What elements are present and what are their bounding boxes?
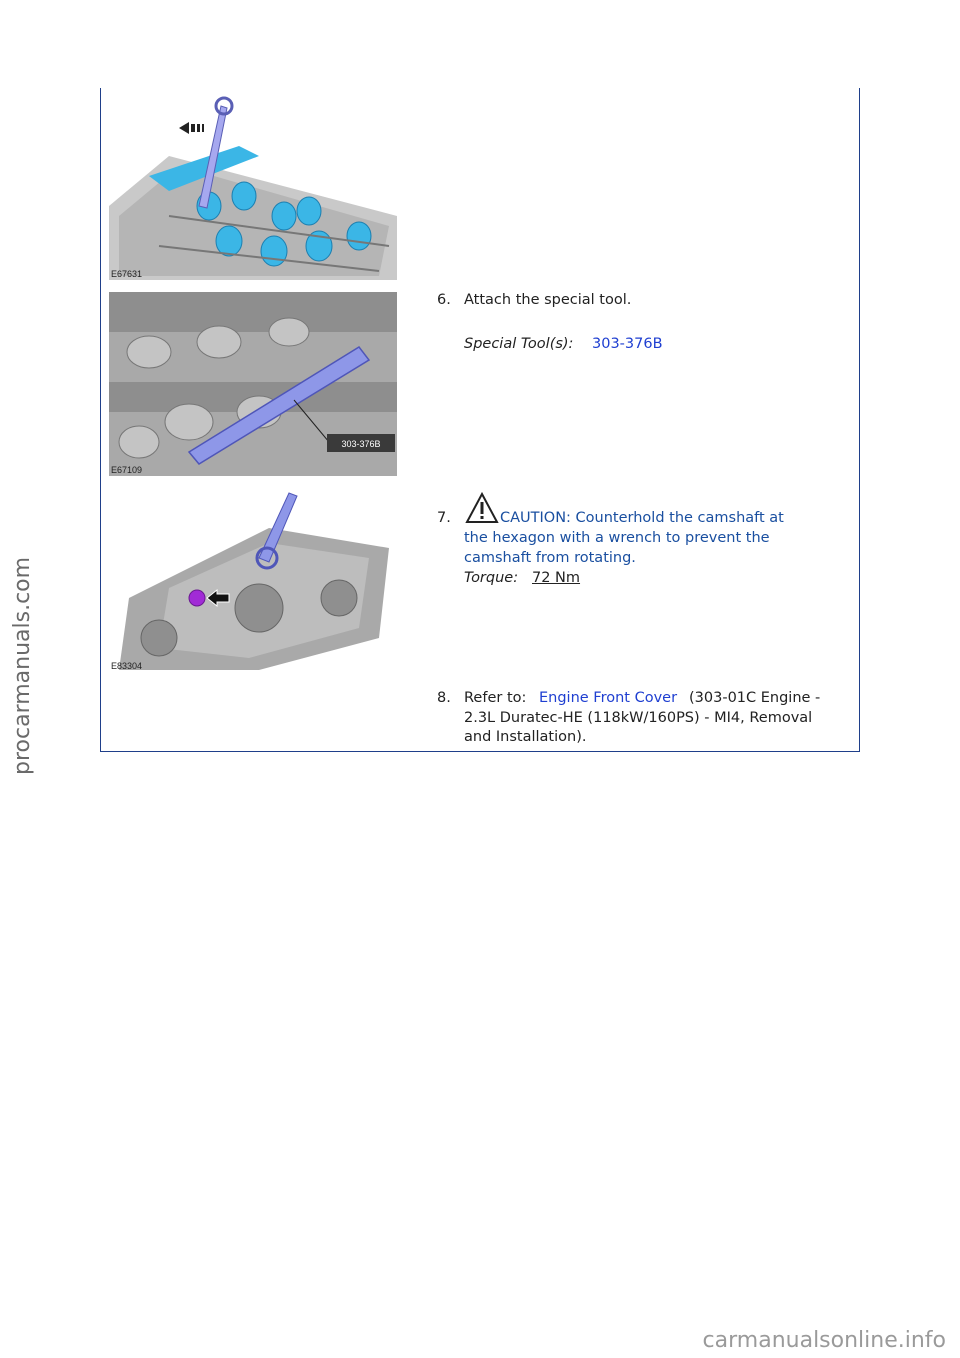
caution-text-line1: CAUTION: Counterhold the camshaft at <box>500 510 784 526</box>
step-number: 8. <box>437 690 451 706</box>
torque-value: 72 Nm <box>532 570 581 586</box>
caution-text-line2: the hexagon with a wrench to prevent the <box>464 530 770 546</box>
bottom-watermark: carmanualsonline.info <box>702 1328 946 1353</box>
figure-special-tool <box>109 292 397 476</box>
caution-text-line3: camshaft from rotating. <box>464 550 636 566</box>
step-number: 7. <box>437 510 451 526</box>
step-number: 6. <box>437 292 451 308</box>
procedure-frame <box>100 88 860 752</box>
tool-callout: 303-376B <box>341 439 381 449</box>
step-text: Attach the special tool. <box>464 292 632 308</box>
figure-label: E83304 <box>111 661 143 671</box>
engine-front-cover-link[interactable]: Engine Front Cover <box>539 690 678 706</box>
warning-triangle-icon <box>465 492 499 530</box>
refer-to-text: (303-01C Engine - <box>689 690 821 706</box>
special-tool-link[interactable]: 303-376B <box>592 336 663 352</box>
figure-label: E67109 <box>111 465 143 475</box>
side-watermark: procarmanuals.com <box>10 556 35 775</box>
refer-to-text-line3: and Installation). <box>464 729 587 745</box>
figure-label: E67631 <box>111 269 143 279</box>
refer-to-text-line2: 2.3L Duratec-HE (118kW/160PS) - MI4, Removal <box>464 710 813 726</box>
special-tool-label: Special Tool(s): <box>464 336 574 352</box>
refer-to-label: Refer to: <box>464 690 527 706</box>
figure-camshaft-wrench <box>109 96 397 280</box>
torque-label: Torque: <box>464 570 519 586</box>
figure-counterhold <box>109 488 397 672</box>
